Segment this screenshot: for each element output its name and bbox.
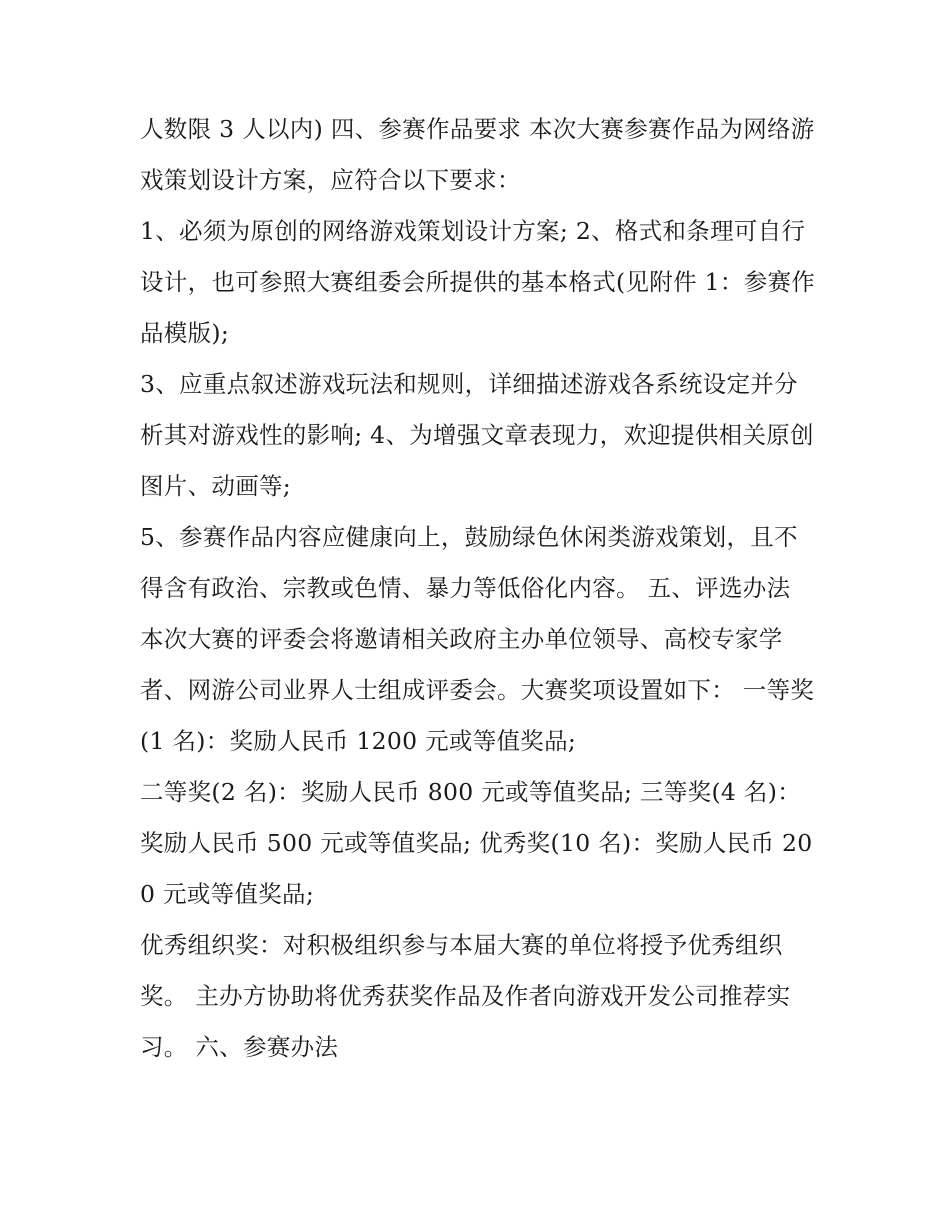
paragraph-requirement-3-4: 3、应重点叙述游戏玩法和规则，详细描述游戏各系统设定并分析其对游戏性的影响; 4、为增强文章表现力，欢迎提供相关原创图片、动画等; — [140, 370, 814, 500]
paragraph-organization-award: 优秀组织奖：对积极组织参与本届大赛的单位将授予优秀组织奖。 主办方协助将优秀获奖作品及作者向游戏开发公司推荐实习。 六、参赛办法 — [140, 931, 791, 1061]
paragraph-requirement-1-2: 1、必须为原创的网络游戏策划设计方案; 2、格式和条理可自行设计，也可参照大赛组委会所提供的基本格式(见附件 1：参赛作品模版); — [140, 217, 816, 347]
paragraph-other-prizes: 二等奖(2 名)：奖励人民币 800 元或等值奖品; 三等奖(4 名)：奖励人民币 500 元或等值奖品; 优秀奖(10 名)：奖励人民币 200 元或等值奖品; — [140, 778, 813, 908]
paragraph-requirement-5: 5、参赛作品内容应健康向上，鼓励绿色休闲类游戏策划，且不得含有政治、宗教或色情、暴力等低俗化内容。 五、评选办法 — [140, 523, 798, 602]
paragraph-entry-requirements: 人数限 3 人以内) 四、参赛作品要求 本次大赛参赛作品为网络游戏策划设计方案，应符合以下要求： — [140, 115, 815, 194]
document-body — [140, 104, 820, 1073]
paragraph-judging-first-prize: 本次大赛的评委会将邀请相关政府主办单位领导、高校专家学者、网游公司业界人士组成评委会。大赛奖项设置如下： 一等奖(1 名)：奖励人民币 1200 元或等值奖品; — [140, 625, 815, 755]
